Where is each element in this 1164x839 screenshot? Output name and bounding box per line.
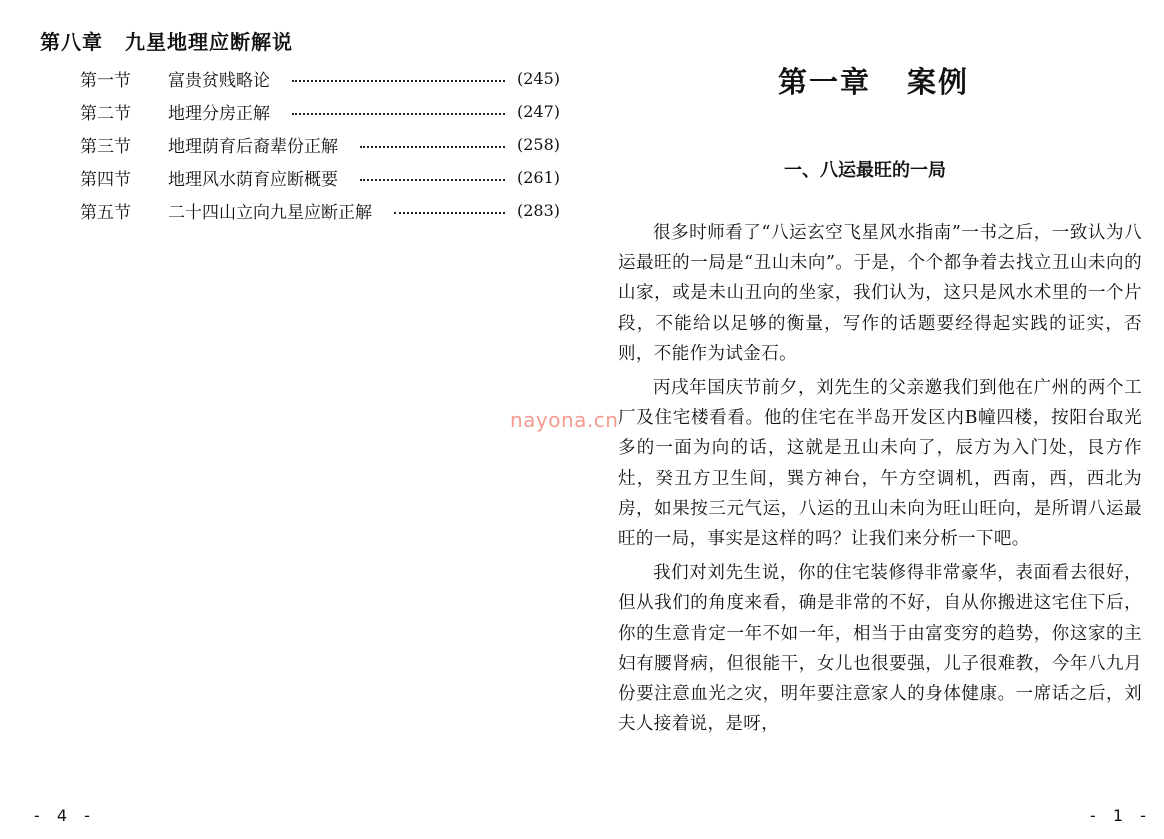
toc-chapter-heading xyxy=(40,26,293,55)
toc-section-number: 第五节 xyxy=(80,203,131,223)
toc-section-number: 第一节 xyxy=(80,71,131,91)
toc-page-number: (261) xyxy=(516,168,560,187)
chapter-title: 案例 xyxy=(907,65,970,99)
body-text xyxy=(618,218,1142,743)
watermark: nayona.cn xyxy=(510,408,619,432)
toc-row[interactable] xyxy=(80,62,560,95)
toc-page-number: (283) xyxy=(516,201,560,220)
toc-section-title: 二十四山立向九星应断正解 xyxy=(168,203,372,223)
toc-section-title: 地理荫育后裔辈份正解 xyxy=(168,137,338,157)
right-page xyxy=(582,0,1164,839)
toc-row[interactable] xyxy=(80,95,560,128)
paragraph: 我们对刘先生说，你的住宅装修得非常豪华，表面看去很好，但从我们的角度来看，确是非常的不好，自从你搬进这宅住下后，你的生意肯定一年不如一年，相当于由富变穷的趋势，你这家的主妇有腰肾病，但很能干，女儿也很要强，儿子很难教，今年八九月份要注意血光之灾，明年要注意家人的身体健康。一席话之后，刘夫人接着说，是呀， xyxy=(618,563,1142,735)
page-number-right: - 1 - xyxy=(1090,806,1152,825)
toc-leader-dots xyxy=(360,146,505,148)
toc-section-title: 富贵贫贱略论 xyxy=(168,71,270,91)
toc-chapter-label: 第八章 xyxy=(40,30,103,54)
toc-section-number: 第四节 xyxy=(80,170,131,190)
toc-leader-dots xyxy=(360,179,505,181)
section-title: 一、八运最旺的一局 xyxy=(784,160,946,181)
toc-page-number: (258) xyxy=(516,135,560,154)
toc-leader-dots xyxy=(292,113,505,115)
toc-section-number: 第二节 xyxy=(80,104,131,124)
toc-section-title: 地理风水荫育应断概要 xyxy=(168,170,338,190)
chapter-heading xyxy=(778,60,969,101)
toc-section-title: 地理分房正解 xyxy=(168,104,270,124)
toc-section-number: 第三节 xyxy=(80,137,131,157)
page-number-left: - 4 - xyxy=(34,806,96,825)
toc-row[interactable] xyxy=(80,194,560,227)
toc-leader-dots xyxy=(394,212,505,214)
toc-leader-dots xyxy=(292,80,505,82)
paragraph: 丙戌年国庆节前夕，刘先生的父亲邀我们到他在广州的两个工厂及住宅楼看看。他的住宅在半岛开发区内B幢四楼，按阳台取光多的一面为向的话，这就是丑山未向了，辰方为入门处，艮方作灶，癸丑方卫生间，巽方神台，午方空调机，西南，西，西北为房，如果按三元气运，八运的丑山未向为旺山旺向，是所谓八运最旺的一局，事实是这样的吗？让我们来分析一下吧。 xyxy=(618,378,1142,550)
toc-chapter-title: 九星地理应断解说 xyxy=(125,30,293,54)
toc-page-number: (247) xyxy=(516,102,560,121)
paragraph: 很多时师看了“八运玄空飞星风水指南”一书之后，一致认为八运最旺的一局是“丑山未向”。于是，个个都争着去找立丑山未向的山家，或是未山丑向的坐家，我们认为，这只是风水术里的一个片段，不能给以足够的衡量，写作的话题要经得起实践的证实，否则，不能作为试金石。 xyxy=(618,223,1142,364)
toc-row[interactable] xyxy=(80,161,560,194)
toc-row[interactable] xyxy=(80,128,560,161)
table-of-contents xyxy=(80,62,560,227)
toc-page-number: (245) xyxy=(516,69,560,88)
chapter-label: 第一章 xyxy=(778,65,872,99)
